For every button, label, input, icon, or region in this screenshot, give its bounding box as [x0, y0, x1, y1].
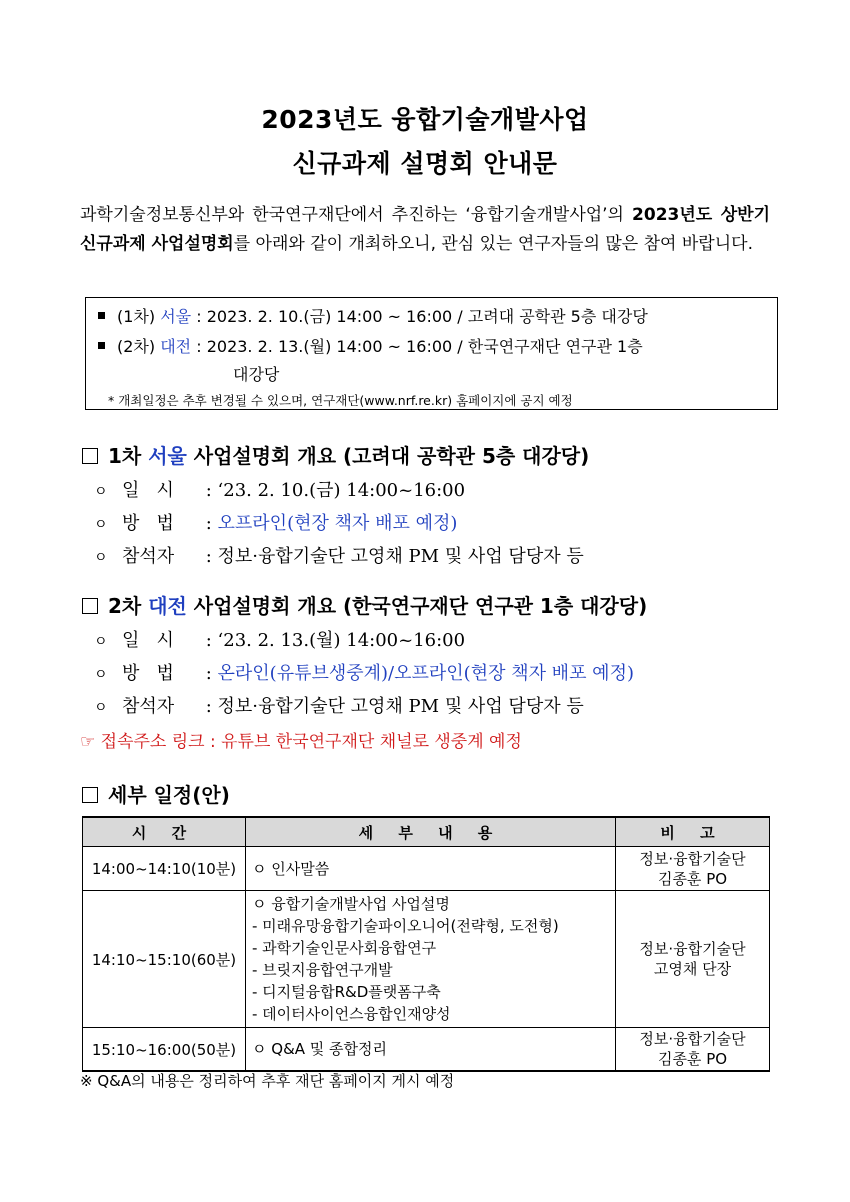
intro-text-1: 과학기술정보통신부와 한국연구재단에서 추진하는 ‘융합기술개발사업’의	[80, 205, 633, 225]
circle-bullet-icon: ㅇ	[94, 700, 108, 716]
circle-bullet-icon: ㅇ	[94, 484, 108, 500]
summary-city-daejeon: 대전	[160, 337, 192, 356]
header-note: 비 고	[616, 817, 770, 847]
stream-link-note: ☞ 접속주소 링크 : 유튜브 한국연구재단 채널로 생중계 예정	[80, 732, 522, 752]
footnote: ※ Q&A의 내용은 정리하여 추후 재단 홈페이지 게시 예정	[80, 1072, 455, 1090]
section2-attendee: ㅇ 참석자 : 정보·융합기술단 고영채 PM 및 사업 담당자 등	[94, 696, 584, 717]
summary-city-seoul: 서울	[160, 307, 192, 326]
schedule-table	[82, 816, 770, 1072]
document-title-line1: 2023년도 융합기술개발사업	[261, 105, 589, 134]
circle-bullet-icon: ㅇ	[94, 517, 108, 533]
table-row: 14:10~15:10(60분) ㅇ 융합기술개발사업 사업설명 - 미래유망융합기술파이오니어(전략형, 도전형) - 과학기술인문사회융합연구 - 브릿지융합연구개발 - 디지털융합R&D플랫폼구축 - 데이터사이언스융합인재양성 정보·융합기술단 고영채 단장	[83, 891, 770, 1028]
header-content: 세 부 내 용	[246, 817, 616, 847]
intro-text-2: 를 아래와 같이 개최하오니, 관심 있는 연구자들의 많은 참여 바랍니다.	[233, 234, 753, 254]
section2-date: ㅇ 일 시 : ‘23. 2. 13.(월) 14:00~16:00	[94, 630, 466, 651]
square-bullet-icon	[98, 312, 105, 319]
section1-attendee: ㅇ 참석자 : 정보·융합기술단 고영채 PM 및 사업 담당자 등	[94, 546, 584, 567]
circle-bullet-icon: ㅇ	[94, 667, 108, 683]
summary-box	[85, 297, 778, 410]
summary-row-2-cont: 대강당	[233, 365, 280, 384]
section3-heading: 세부 일정(안)	[82, 779, 230, 808]
table-row: 15:10~16:00(50분) ㅇ Q&A 및 종합정리 정보·융합기술단 김종훈 PO	[83, 1028, 770, 1072]
table-row: 14:00~14:10(10분) ㅇ 인사말씀 정보·융합기술단 김종훈 PO	[83, 847, 770, 891]
section1-method: ㅇ 방 법 : 오프라인(현장 책자 배포 예정)	[94, 513, 458, 534]
section1-heading: 1차 서울 사업설명회 개요 (고려대 공학관 5층 대강당)	[82, 440, 589, 469]
circle-bullet-icon: ㅇ	[94, 634, 108, 650]
checkbox-square-icon	[82, 448, 98, 464]
intro-bold: 2023년도 상반기 신규과제 사업설명회	[80, 205, 771, 254]
summary-row-2: (2차) 대전 : 2023. 2. 13.(월) 14:00 ~ 16:00 / 한국연구재단 연구관 1층	[98, 334, 643, 357]
checkbox-square-icon	[82, 598, 98, 614]
summary-note: * 개최일정은 추후 변경될 수 있으며, 연구재단(www.nrf.re.kr) 홈페이지에 공지 예정	[108, 393, 573, 408]
table-header-row	[83, 817, 770, 847]
section2-method: ㅇ 방 법 : 온라인(유튜브생중계)/오프라인(현장 책자 배포 예정)	[94, 663, 634, 684]
intro-paragraph	[80, 201, 770, 259]
header-time: 시 간	[83, 817, 246, 847]
section2-heading: 2차 대전 사업설명회 개요 (한국연구재단 연구관 1층 대강당)	[82, 590, 647, 619]
circle-bullet-icon: ㅇ	[94, 550, 108, 566]
square-bullet-icon	[98, 342, 105, 349]
document-title-line2: 신규과제 설명회 안내문	[292, 149, 558, 178]
checkbox-square-icon	[82, 787, 98, 803]
summary-row-1: (1차) 서울 : 2023. 2. 10.(금) 14:00 ~ 16:00 / 고려대 공학관 5층 대강당	[98, 304, 648, 327]
section1-date: ㅇ 일 시 : ‘23. 2. 10.(금) 14:00~16:00	[94, 480, 466, 501]
